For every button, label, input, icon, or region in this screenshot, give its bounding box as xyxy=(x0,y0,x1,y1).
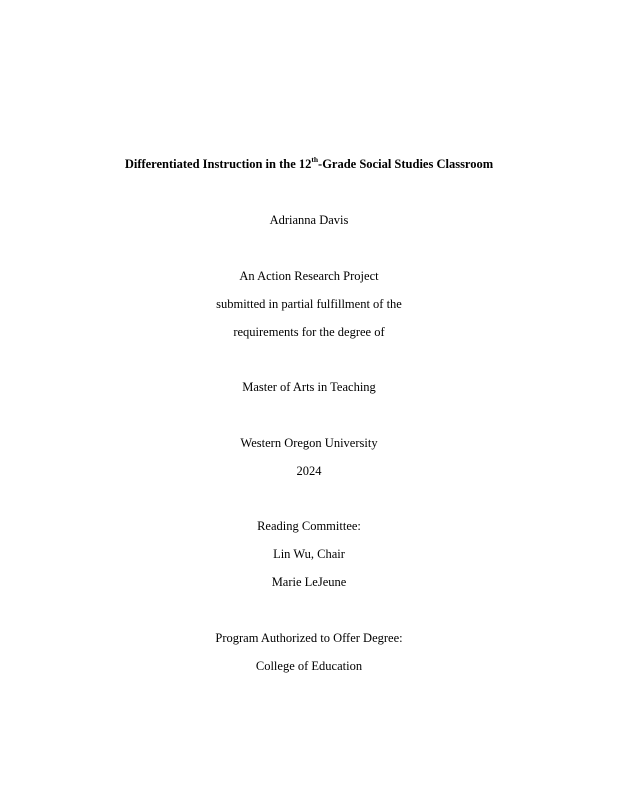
institution-name: Western Oregon University xyxy=(240,436,378,450)
thesis-title-superscript: th xyxy=(311,154,319,164)
college-name: College of Education xyxy=(255,659,363,673)
thesis-title-after: -Grade Social Studies Classroom xyxy=(318,157,494,171)
thesis-title xyxy=(0,156,618,172)
committee-member: Marie LeJeune xyxy=(271,575,347,589)
program-heading: Program Authorized to Offer Degree: xyxy=(215,631,403,645)
project-line-1: An Action Research Project xyxy=(239,269,379,283)
committee-heading: Reading Committee: xyxy=(257,519,361,533)
committee-member-chair: Lin Wu, Chair xyxy=(273,547,345,561)
thesis-title-before: Differentiated Instruction in the 12 xyxy=(124,157,312,171)
project-line-2: submitted in partial fulfillment of the xyxy=(216,297,402,311)
project-line-3: requirements for the degree of xyxy=(233,325,385,339)
author-name: Adrianna Davis xyxy=(269,213,349,227)
submission-year: 2024 xyxy=(296,464,322,478)
degree-name: Master of Arts in Teaching xyxy=(242,380,376,394)
